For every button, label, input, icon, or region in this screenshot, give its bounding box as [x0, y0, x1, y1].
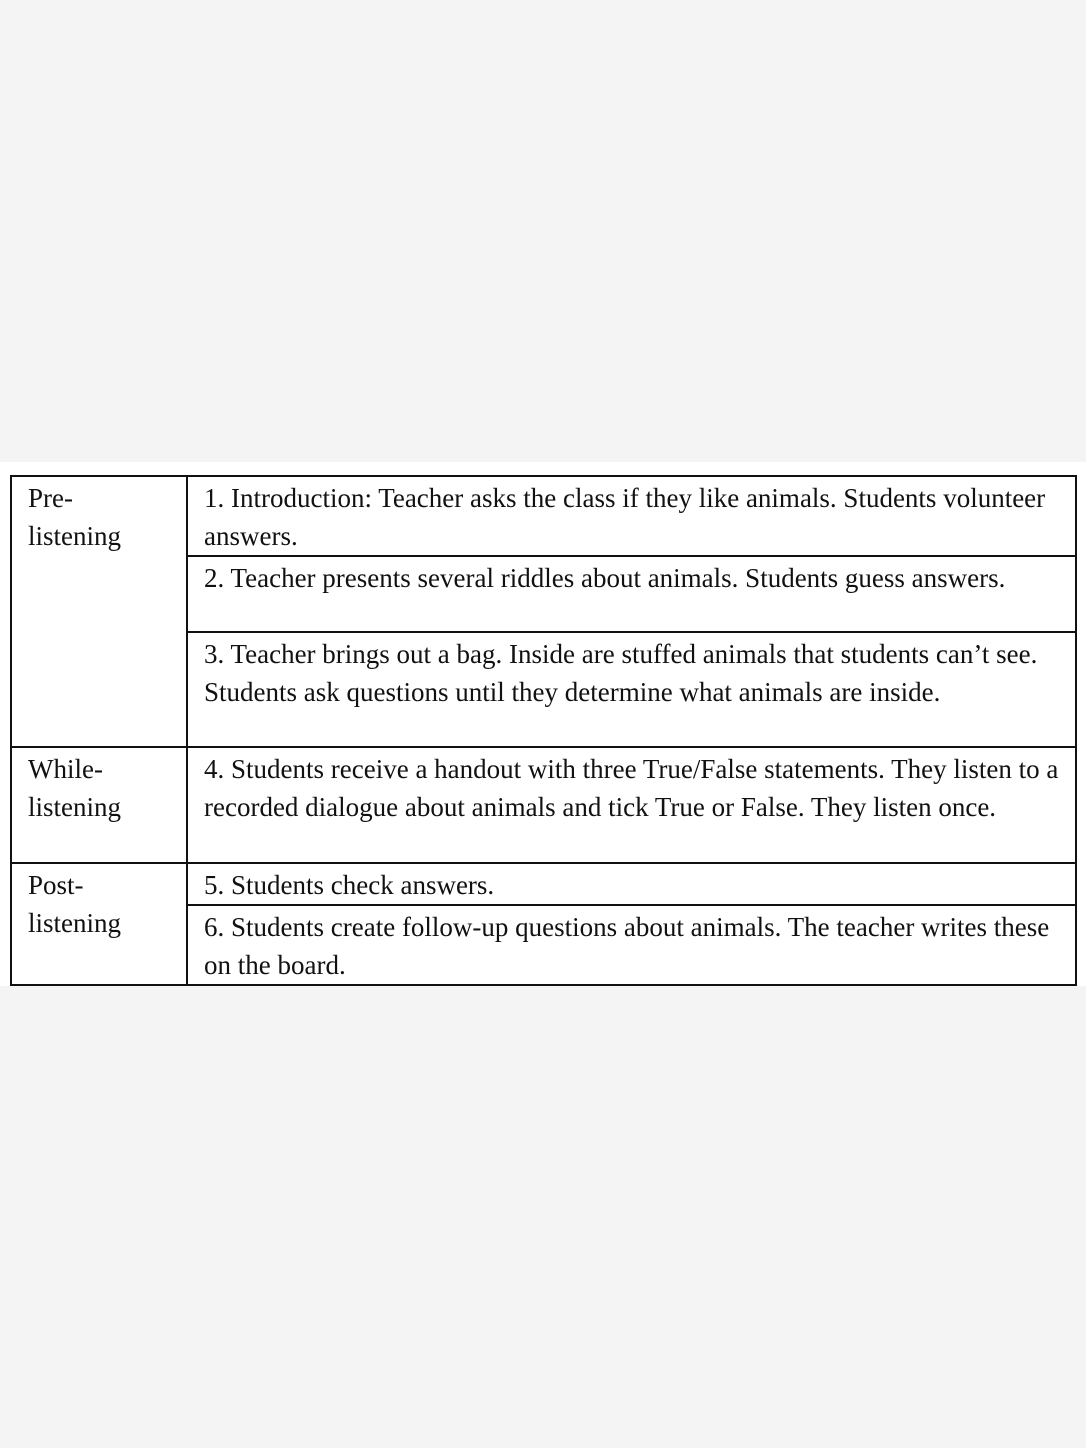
lesson-stages-table: [10, 475, 1077, 986]
table-row: [11, 863, 1076, 905]
step-cell: [187, 905, 1076, 985]
document-panel: [0, 462, 1086, 986]
table-row: [11, 747, 1076, 863]
step-cell: [187, 476, 1076, 556]
step-text: 5. Students check answers.: [204, 870, 495, 900]
step-text: 3. Teacher brings out a bag. Inside are stuffed animals that students can’t see. Students ask questions until they determine what animals are inside.: [204, 639, 1038, 707]
step-cell: [187, 747, 1076, 863]
step-cell: [187, 632, 1076, 747]
step-text: 2. Teacher presents several riddles about animals. Students guess answers.: [204, 563, 1006, 593]
stage-label: Pre- listening: [28, 483, 121, 551]
stage-label: Post- listening: [28, 870, 121, 938]
stage-label: While- listening: [28, 754, 121, 822]
stage-cell-post-listening: [11, 863, 187, 985]
table-row: [11, 476, 1076, 556]
step-cell: [187, 556, 1076, 632]
step-text: 4. Students receive a handout with three True/False statements. They listen to a recorded dialogue about animals and tick True or False. They listen once.: [204, 754, 1059, 822]
stage-cell-while-listening: [11, 747, 187, 863]
stage-cell-pre-listening: [11, 476, 187, 747]
step-cell: [187, 863, 1076, 905]
step-text: 1. Introduction: Teacher asks the class if they like animals. Students volunteer answers.: [204, 483, 1046, 551]
step-text: 6. Students create follow-up questions about animals. The teacher writes these on the board.: [204, 912, 1050, 980]
